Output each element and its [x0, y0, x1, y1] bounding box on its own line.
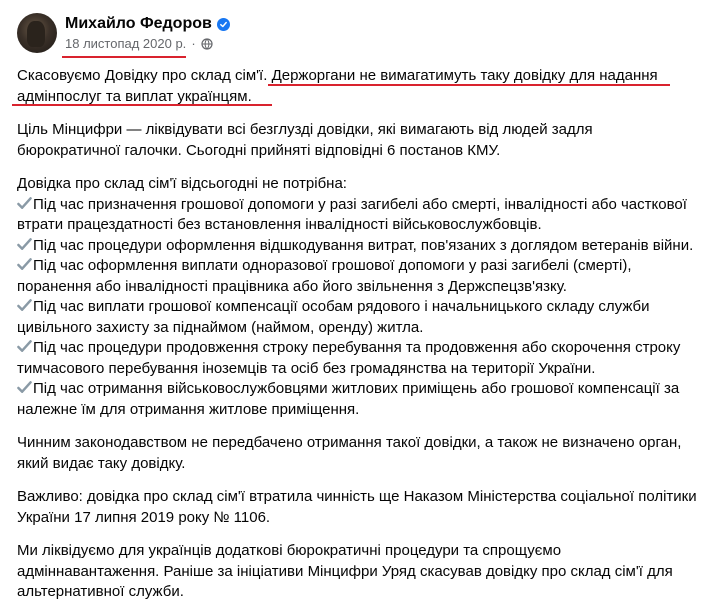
list-item — [17, 379, 697, 420]
globe-icon — [201, 38, 213, 50]
name-row — [65, 15, 230, 33]
author-avatar[interactable] — [17, 13, 57, 53]
post-date[interactable]: 18 листопад 2020 р. — [65, 36, 187, 51]
post-header — [17, 13, 230, 53]
date-row — [65, 36, 230, 51]
date-red-underline — [62, 56, 186, 58]
date-separator: · — [191, 36, 196, 51]
list-block — [17, 174, 697, 420]
important-paragraph: Важливо: довідка про склад сім'ї втратила чинність ще Наказом Міністерства соціальної політики України 17 липня 2019 року № 1106. — [17, 488, 697, 526]
list-item-text: Під час процедури оформлення відшкодування витрат, пов'язаних з доглядом ветеранів війни. — [33, 236, 694, 254]
author-meta — [65, 15, 230, 51]
list-item — [17, 338, 697, 379]
check-mark-icon — [17, 339, 32, 354]
check-mark-icon — [17, 380, 32, 395]
final-paragraph: Ми ліквідуємо для українців додаткові бюрократичні процедури та спрощуємо адміннавантаження. Раніше за ініціативи Мінцифри Уряд скасував довідку про склад сім'ї для альтернативної служби. — [17, 542, 673, 600]
intro-text: Скасовуємо Довідку про склад сім'ї. — [17, 67, 268, 84]
check-mark-icon — [17, 237, 32, 252]
post-content — [17, 66, 697, 616]
list-item-text: Під час процедури продовження строку перебування та продовження або скорочення строку тимчасового перебування іноземців та осіб без громадянства на території України. — [17, 339, 681, 377]
check-mark-icon — [17, 196, 32, 211]
verified-badge-icon — [217, 18, 230, 31]
highlight-text: Держоргани не вимагатимуть таку довідку для надання адмінпослуг та виплат українцям. — [17, 67, 658, 105]
goal-paragraph: Ціль Мінцифри — ліквідувати всі безглузді довідки, які вимагають від людей задля бюрократичної галочки. Сьогодні прийняті відповідні 6 постанов КМУ. — [17, 121, 593, 159]
list-item — [17, 236, 697, 257]
list-item-text: Під час виплати грошової компенсації особам рядового і начальницького складу служби цивільного захисту за піднаймом (наймом, оренду) житла. — [17, 298, 650, 336]
intro-paragraph — [17, 66, 697, 107]
check-mark-icon — [17, 298, 32, 313]
check-mark-icon — [17, 257, 32, 272]
list-heading: Довідка про склад сім'ї відсьогодні не потрібна: — [17, 175, 347, 192]
list-item-text: Під час оформлення виплати одноразової грошової допомоги у разі загибелі (смерті), поранення або інвалідності працівника або його звільнення з Держспецзв'язку. — [17, 257, 632, 295]
author-name[interactable]: Михайло Федоров — [65, 15, 212, 32]
list-item — [17, 195, 697, 236]
list-item — [17, 256, 697, 297]
list-item-text: Під час отримання військовослужбовцями житлових приміщень або грошової компенсації за належне їм для отримання житлове приміщення. — [17, 380, 680, 418]
list-item-text: Під час призначення грошової допомоги у разі загибелі або смерті, інвалідності або часткової втрати працездатності без встановлення інвалідності військовослужбовців. — [17, 195, 687, 233]
legislation-paragraph: Чинним законодавством не передбачено отримання такої довідки, а також не визначено орган, який видає таку довідку. — [17, 434, 682, 472]
list-item — [17, 297, 697, 338]
